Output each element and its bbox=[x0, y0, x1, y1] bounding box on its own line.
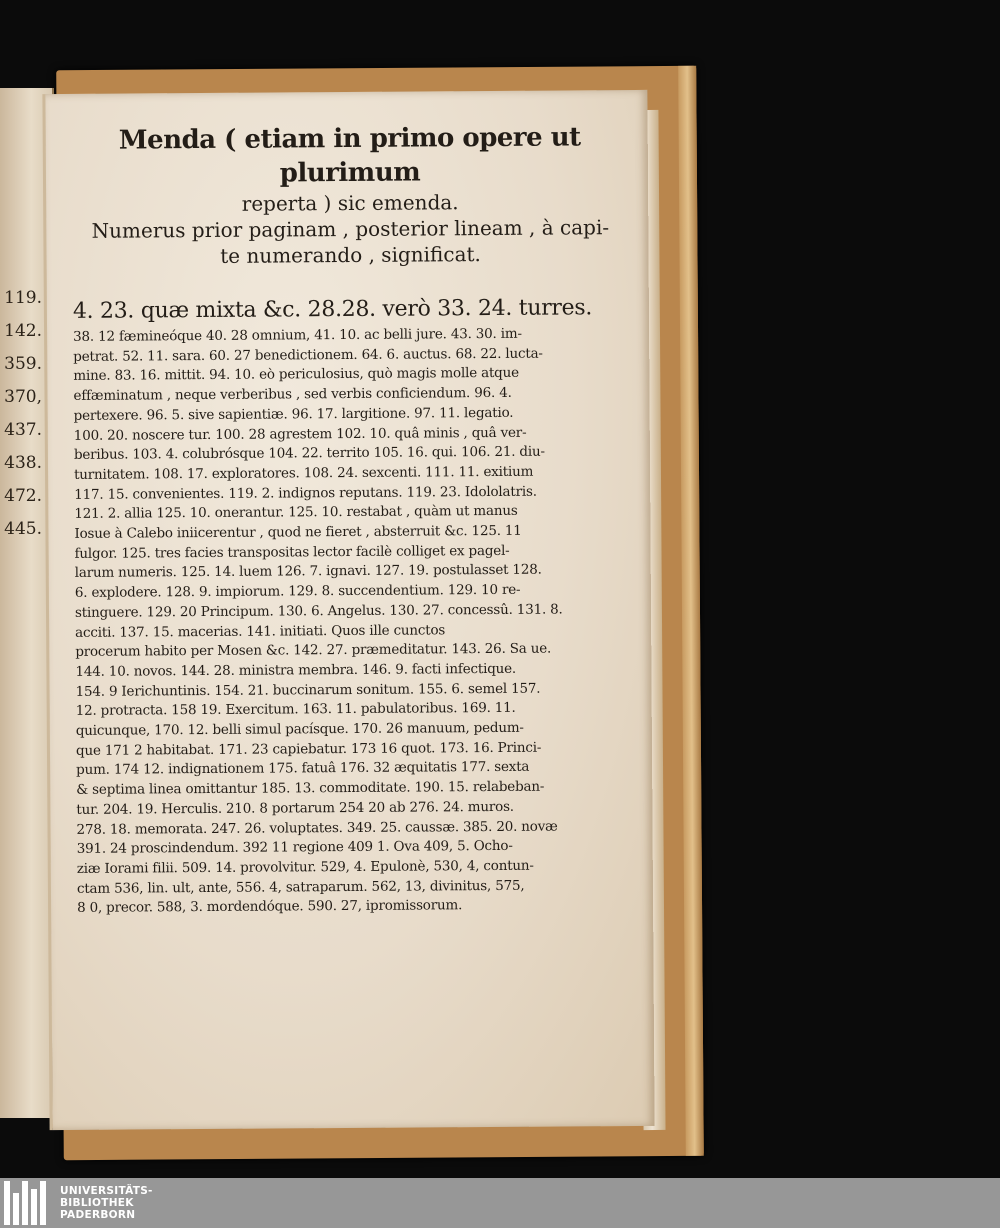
errata-line: quicunque, 170. 12. belli simul pacísque. 170. 26 manuum, pedum- bbox=[75, 719, 524, 739]
facing-number: 438. bbox=[4, 453, 42, 473]
library-logo bbox=[0, 1180, 153, 1226]
facing-number: 445. bbox=[4, 519, 42, 539]
errata-line: 38. 12 fæmineóque 40. 28 omnium, 41. 10. ac belli jure. 43. 30. im- bbox=[73, 325, 522, 345]
errata-body bbox=[73, 324, 633, 919]
errata-line: tur. 204. 19. Herculis. 210. 8 portarum 254 20 ab 276. 24. muros. bbox=[76, 798, 514, 818]
library-footer bbox=[0, 1178, 1000, 1228]
errata-line: effæminatum , neque verberibus , sed verbis conficiendum. 96. 4. bbox=[73, 384, 512, 405]
errata-line: 12. protracta. 158 19. Exercitum. 163. 11. pabulatoribus. 169. 11. bbox=[75, 700, 516, 720]
errata-line: procerum habito per Mosen &c. 142. 27. præmeditatur. 143. 26. Sa ue. bbox=[75, 640, 552, 661]
errata-line: 117. 15. convenientes. 119. 2. indignos reputans. 119. 23. Idololatris. bbox=[74, 483, 537, 503]
library-logo-icon bbox=[4, 1181, 46, 1225]
errata-line: ctam 536, lin. ult, ante, 556. 4, satraparum. 562, 13, divinitus, 575, bbox=[76, 877, 525, 897]
library-logo-text bbox=[60, 1185, 153, 1221]
heading-line-2: reperta ) sic emenda. bbox=[241, 190, 459, 216]
errata-page bbox=[42, 90, 654, 1130]
facing-number: 359. bbox=[4, 354, 42, 374]
errata-line: 391. 24 proscindendum. 392 11 regione 409 1. Ova 409, 5. Ocho- bbox=[76, 838, 513, 858]
logo-line-2: BIBLIOTHEK bbox=[60, 1197, 134, 1209]
errata-line: 100. 20. noscere tur. 100. 28 agrestem 102. 10. quâ minis , quâ ver- bbox=[73, 424, 527, 444]
heading-line-3: Numerus prior paginam , posterior lineam , à capi- bbox=[91, 215, 610, 243]
errata-line: larum numeris. 125. 14. luem 126. 7. ignavi. 127. 19. postulasset 128. bbox=[74, 562, 542, 582]
errata-line: 278. 18. memorata. 247. 26. voluptates. 349. 25. caussæ. 385. 20. novæ bbox=[76, 818, 558, 838]
errata-line: fulgor. 125. tres facies transpositas lector facilè colliget ex pagel- bbox=[74, 542, 510, 562]
errata-line: stinguere. 129. 20 Principum. 130. 6. Angelus. 130. 27. concessû. 131. 8. bbox=[74, 601, 563, 621]
errata-line: 154. 9 Ierichuntinis. 154. 21. buccinarum sonitum. 155. 6. semel 157. bbox=[75, 680, 541, 700]
heading-line-1: Menda ( etiam in primo opere ut plurimum bbox=[118, 122, 581, 189]
errata-line: que 171 2 habitabat. 171. 23 capiebatur. 173 16 quot. 173. 16. Princi- bbox=[75, 739, 542, 759]
page-content bbox=[72, 120, 634, 919]
errata-line: 8 0, precor. 588, 3. mordendóque. 590. 27, ipromissorum. bbox=[77, 897, 463, 917]
facing-page-numbers bbox=[0, 288, 48, 552]
lead-line: 4. 23. quæ mixta &c. 28.28. verò 33. 24. turres. bbox=[72, 295, 593, 324]
errata-line: ziæ Iorami filii. 509. 14. provolvitur. 529, 4. Epulonè, 530, 4, contun- bbox=[76, 857, 534, 877]
errata-line: 144. 10. novos. 144. 28. ministra membra. 146. 9. facti infectique. bbox=[75, 660, 517, 680]
errata-line: pertexere. 96. 5. sive sapientiæ. 96. 17. largitione. 97. 11. legatio. bbox=[73, 404, 514, 424]
facing-number: 142. bbox=[4, 321, 42, 341]
facing-number: 437. bbox=[4, 420, 42, 440]
facing-number: 119. bbox=[4, 288, 42, 308]
heading-line-4: te numerando , significat. bbox=[220, 242, 481, 268]
errata-line: Iosue à Calebo iniicerentur , quod ne fieret , absterruit &c. 125. 11 bbox=[74, 522, 522, 542]
errata-line: petrat. 52. 11. sara. 60. 27 benedictionem. 64. 6. auctus. 68. 22. lucta- bbox=[73, 345, 543, 365]
errata-line: 121. 2. allia 125. 10. onerantur. 125. 10. restabat , quàm ut manus bbox=[74, 503, 518, 523]
errata-line: turnitatem. 108. 17. exploratores. 108. 24. sexcenti. 111. 11. exitium bbox=[73, 463, 534, 483]
errata-line: mine. 83. 16. mittit. 94. 10. eò periculosius, quò magis molle atque bbox=[73, 365, 519, 385]
facing-number: 472. bbox=[4, 486, 42, 506]
errata-line: beribus. 103. 4. colubrósque 104. 22. territo 105. 16. qui. 106. 21. diu- bbox=[73, 443, 545, 464]
facing-number: 370, bbox=[4, 387, 42, 407]
errata-line: 6. explodere. 128. 9. impiorum. 129. 8. succendentium. 129. 10 re- bbox=[74, 581, 521, 602]
logo-line-3: PADERBORN bbox=[60, 1209, 136, 1221]
logo-line-1: UNIVERSITÄTS- bbox=[60, 1185, 153, 1197]
errata-line: & septima linea omittantur 185. 13. commoditate. 190. 15. relabeban- bbox=[76, 778, 545, 799]
errata-line: acciti. 137. 15. macerias. 141. initiati. Quos ille cunctos bbox=[75, 621, 446, 641]
errata-line: pum. 174 12. indignationem 175. fatuâ 176. 32 æquitatis 177. sexta bbox=[76, 759, 530, 779]
